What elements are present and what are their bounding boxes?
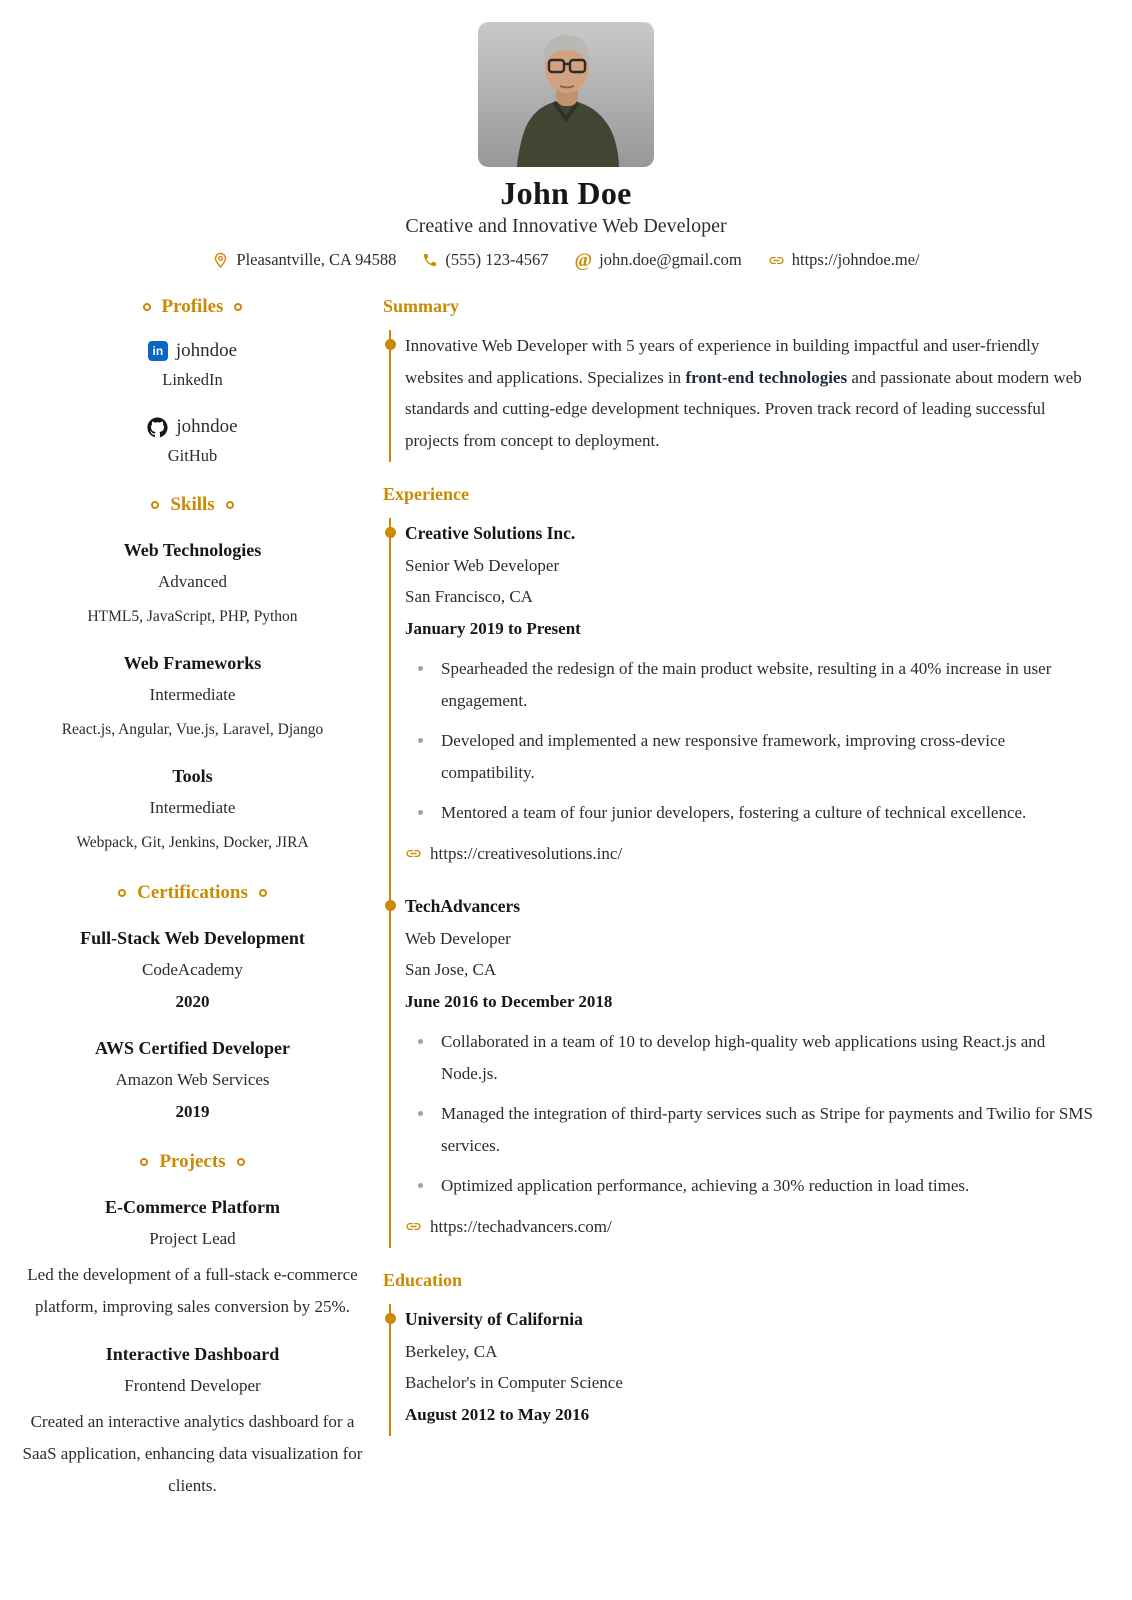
page-title-name: John Doe [500, 175, 632, 211]
bullet-item [405, 1026, 1096, 1089]
project-name: E-Commerce Platform [104, 1197, 281, 1217]
certification-issuer: Amazon Web Services [115, 1070, 270, 1089]
certification-date: 2020 [175, 992, 210, 1011]
map-pin-icon [212, 252, 229, 269]
project-role: Frontend Developer [124, 1376, 261, 1395]
project-item [20, 1191, 365, 1323]
skill-name: Web Technologies [123, 540, 262, 560]
contact-location [212, 250, 396, 270]
ring-icon [234, 303, 242, 311]
experience-company: Creative Solutions Inc. [405, 523, 576, 543]
section-certifications [20, 882, 365, 1127]
ring-icon [151, 501, 159, 509]
main-column [383, 296, 1096, 1458]
contact-website-text[interactable]: https://johndoe.me/ [791, 250, 920, 269]
experience-location: San Jose, CA [405, 960, 497, 979]
profile-username[interactable]: johndoe [175, 340, 238, 361]
skill-name: Tools [172, 766, 213, 786]
profile-network-label: GitHub [167, 446, 218, 465]
section-experience [383, 484, 1096, 1248]
bullet-text: Collaborated in a team of 10 to develop high-quality web applications using React.js and Node.js. [441, 1032, 1046, 1083]
project-description: Led the development of a full-stack e-commerce platform, improving sales conversion by 25%. [27, 1265, 358, 1316]
profile-github[interactable] [20, 412, 365, 470]
phone-icon [422, 252, 438, 268]
link-icon [768, 252, 785, 269]
bullet-item [405, 725, 1096, 788]
experience-location: San Francisco, CA [405, 587, 533, 606]
ring-icon [118, 889, 126, 897]
github-icon [147, 417, 168, 438]
bullet-text: Developed and implemented a new responsive framework, improving cross-device compatibility. [441, 731, 1006, 782]
certification-name: Full-Stack Web Development [80, 928, 305, 948]
ring-icon [140, 1158, 148, 1166]
certification-item [20, 1032, 365, 1127]
bullet-item [405, 653, 1096, 716]
bullet-item [405, 797, 1096, 829]
headline: Creative and Innovative Web Developer [405, 215, 727, 237]
profiles-heading-label: Profiles [161, 296, 224, 317]
education-entry [389, 1304, 1096, 1436]
experience-entry [389, 891, 1096, 1248]
profile-photo [478, 22, 654, 167]
skills-heading-label: Skills [170, 494, 215, 515]
experience-bullets [405, 1026, 1096, 1202]
contact-phone-text[interactable]: (555) 123-4567 [445, 250, 549, 269]
ring-icon [226, 501, 234, 509]
ring-icon [143, 303, 151, 311]
contact-website[interactable] [768, 250, 920, 270]
skill-level: Intermediate [149, 685, 236, 704]
section-skills [20, 494, 365, 858]
education-location: Berkeley, CA [405, 1341, 498, 1361]
portrait-illustration [478, 22, 654, 167]
certifications-heading-label: Certifications [137, 882, 248, 903]
projects-heading [20, 1151, 365, 1173]
experience-url[interactable]: https://techadvancers.com/ [430, 1216, 612, 1236]
skill-level: Intermediate [149, 798, 236, 817]
contact-phone[interactable] [422, 250, 548, 270]
education-heading: Education [383, 1270, 463, 1290]
summary-text-before: Innovative Web Developer with 5 years of experience in building impactful and user-friendly websites and applications. Specializes in [405, 336, 1040, 387]
at-sign-icon: @ [574, 249, 593, 271]
certification-issuer: CodeAcademy [141, 960, 244, 979]
timeline-dot-icon [385, 339, 396, 350]
linkedin-icon: in [148, 341, 168, 361]
skill-item [20, 534, 365, 632]
certification-name: AWS Certified Developer [95, 1038, 290, 1058]
experience-date: June 2016 to December 2018 [405, 991, 613, 1011]
experience-link[interactable] [405, 838, 1096, 870]
skill-item [20, 647, 365, 745]
section-projects [20, 1151, 365, 1502]
profile-linkedin[interactable] [20, 336, 365, 394]
project-role: Project Lead [149, 1229, 236, 1248]
content-columns [0, 270, 1132, 1567]
profiles-heading [20, 296, 365, 318]
link-icon [405, 1218, 422, 1235]
certification-item [20, 922, 365, 1017]
contact-location-text: Pleasantville, CA 94588 [236, 250, 397, 269]
experience-company: TechAdvancers [405, 896, 521, 916]
experience-url[interactable]: https://creativesolutions.inc/ [430, 843, 623, 863]
section-profiles [20, 296, 365, 470]
experience-entry [389, 518, 1096, 891]
experience-position: Senior Web Developer [405, 555, 560, 575]
bullet-item [405, 1170, 1096, 1202]
project-description: Created an interactive analytics dashboard for a SaaS application, enhancing data visualization for clients. [22, 1412, 363, 1495]
skill-level: Advanced [158, 572, 227, 591]
contact-email[interactable] [574, 250, 741, 270]
skill-keywords: React.js, Angular, Vue.js, Laravel, Django [61, 721, 324, 738]
experience-date: January 2019 to Present [405, 618, 581, 638]
contact-row [0, 250, 1132, 270]
timeline-dot-icon [385, 1313, 396, 1324]
profile-username[interactable]: johndoe [176, 416, 238, 437]
contact-email-text[interactable]: john.doe@gmail.com [599, 250, 742, 269]
skill-keywords: Webpack, Git, Jenkins, Docker, JIRA [76, 834, 309, 851]
education-institution: University of California [405, 1309, 583, 1329]
summary-text-after: and passionate about modern web standards and cutting-edge development techniques. Proven track record of leading successful projects from concept to deployment. [405, 367, 1082, 450]
education-date: August 2012 to May 2016 [405, 1404, 590, 1424]
projects-heading-label: Projects [159, 1151, 226, 1172]
profile-network-label: LinkedIn [162, 370, 223, 389]
experience-position: Web Developer [405, 928, 511, 948]
ring-icon [259, 889, 267, 897]
bullet-text: Spearheaded the redesign of the main product website, resulting in a 40% increase in user engagement. [441, 659, 1052, 710]
skill-keywords: HTML5, JavaScript, PHP, Python [87, 608, 298, 625]
timeline-dot-icon [385, 900, 396, 911]
resume-header [0, 22, 1132, 270]
bullet-text: Mentored a team of four junior developers, fostering a culture of technical excellence. [441, 803, 1027, 822]
section-summary [383, 296, 1096, 462]
experience-link[interactable] [405, 1211, 1096, 1243]
section-education [383, 1270, 1096, 1436]
bullet-text: Optimized application performance, achieving a 30% reduction in load times. [441, 1176, 970, 1195]
skill-name: Web Frameworks [123, 653, 262, 673]
summary-heading: Summary [383, 296, 459, 316]
bullet-text: Managed the integration of third-party services such as Stripe for payments and Twilio for SMS services. [441, 1104, 1093, 1155]
certifications-heading [20, 882, 365, 904]
project-name: Interactive Dashboard [105, 1344, 280, 1364]
bullet-item [405, 1098, 1096, 1161]
certification-date: 2019 [175, 1102, 210, 1121]
summary-timeline-item [389, 330, 1096, 462]
timeline-dot-icon [385, 527, 396, 538]
ring-icon [237, 1158, 245, 1166]
education-degree: Bachelor's in Computer Science [405, 1373, 623, 1392]
summary-text [405, 330, 1096, 456]
experience-heading: Experience [383, 484, 469, 504]
project-item [20, 1338, 365, 1502]
summary-text-bold: front-end technologies [685, 367, 848, 387]
experience-bullets [405, 653, 1096, 829]
skill-item [20, 760, 365, 858]
link-icon [405, 845, 422, 862]
sidebar [20, 296, 365, 1517]
skills-heading [20, 494, 365, 516]
